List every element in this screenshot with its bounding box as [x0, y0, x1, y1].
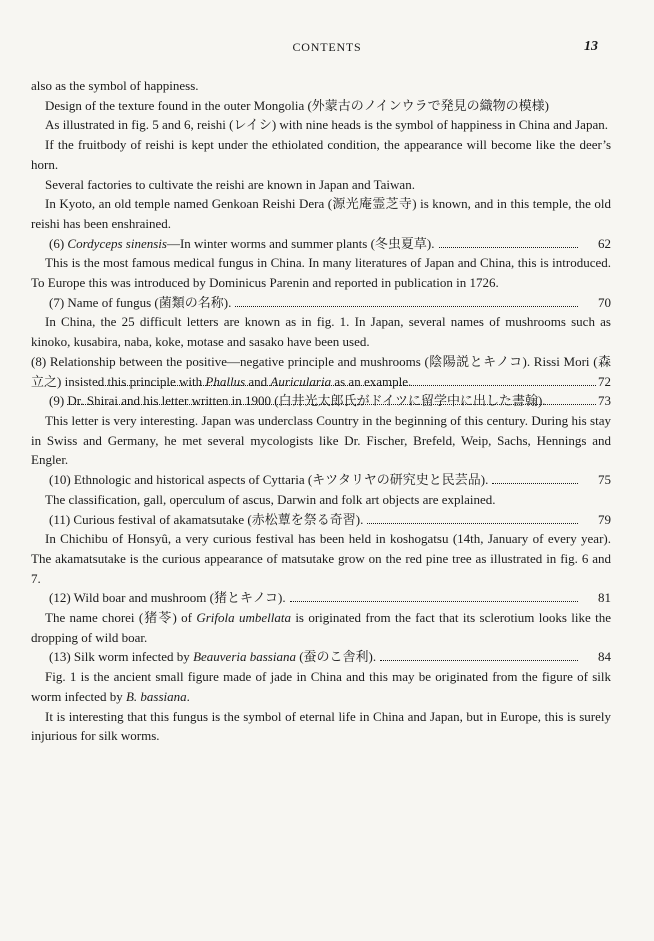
- running-header: [0, 40, 654, 58]
- toc-entry-11-title: (11) Curious festival of akamatsutake (赤松蕈を祭る奇習).: [49, 511, 364, 527]
- dot-leader: [97, 385, 596, 386]
- toc-entry-8[interactable]: [31, 352, 611, 391]
- paragraph-kyoto-temple: In Kyoto, an old temple named Genkoan Reishi Dera (源光庵霊芝寺) is known, and in this temple, the old reishi has been enshrained.: [31, 196, 611, 231]
- toc-entry-8-page: 72: [598, 373, 611, 389]
- paragraph-reishi-factories: Several factories to cultivate the reishi are known in Japan and Taiwan.: [45, 176, 415, 192]
- toc-entry-9[interactable]: [31, 391, 611, 411]
- toc-entry-12-title: (12) Wild boar and mushroom (猪とキノコ).: [49, 590, 286, 606]
- running-title: CONTENTS: [292, 40, 362, 54]
- toc-entry-13-page: 84: [598, 649, 611, 665]
- toc-entry-13[interactable]: [31, 647, 611, 667]
- toc-entry-10-page: 75: [598, 472, 611, 488]
- dot-leader: [235, 306, 578, 307]
- toc-entry-7-title: (7) Name of fungus (菌類の名称).: [49, 294, 232, 310]
- toc-entry-7-page: 70: [598, 294, 611, 310]
- page-body: [31, 76, 611, 746]
- paragraph-eternal-life: It is interesting that this fungus is the symbol of eternal life in China and Japan, but in Europe, this is surely injurious for silk worms.: [31, 708, 611, 744]
- paragraph-reishi-nine-heads: As illustrated in fig. 5 and 6, reishi (レイシ) with nine heads is the symbol of happiness in China and Japan.: [45, 117, 608, 133]
- toc-entry-8-title: (8) Relationship between the positive—negative principle and mushrooms (陰陽説とキノコ). Rissi Mori (森立之) insisted this principle with Phallus and Auricularia as an example.: [31, 353, 611, 389]
- toc-entry-6-title: (6) Cordyceps sinensis—In winter worms and summer plants (冬虫夏草).: [49, 235, 435, 251]
- paragraph-chorei: The name chorei (猪苓) of Grifola umbellata is originated from the fact that its sclerotium looks like the dropping of wild boar.: [31, 610, 611, 645]
- dot-leader: [439, 247, 578, 248]
- paragraph-reishi-deer-horn: If the fruitbody of reishi is kept under the ethiolated condition, the appearance will become like the deer’s horn.: [31, 137, 611, 172]
- dot-leader: [367, 523, 578, 524]
- paragraph-shirai-letter: This letter is very interesting. Japan was underclass Country in the beginning of this century. During his stay in Swiss and Germany, he met several mycologists like Dr. Fischer, Brefeld, Weip, Sachs, Hennings and Engler.: [31, 412, 611, 468]
- dot-leader: [67, 404, 596, 405]
- toc-entry-6[interactable]: [31, 234, 611, 254]
- toc-entry-6-page: 62: [598, 235, 611, 251]
- paragraph-cordyceps: This is the most famous medical fungus in China. In many literatures of Japan and China, this is introduced. To Europe this was introduced by Dominicus Parenin and reported in publication in 1726.: [31, 255, 611, 291]
- paragraph-jade-figure: Fig. 1 is the ancient small figure made of jade in China and this may be originated from the figure of silk worm infected by B. bassiana.: [31, 669, 611, 704]
- paragraph-fungus-names: In China, the 25 difficult letters are known as in fig. 1. In Japan, several names of mushrooms such as kinoko, kusabira, naba, koke, motase and sasako have been used.: [31, 314, 611, 350]
- toc-entry-12-page: 81: [598, 590, 611, 606]
- toc-entry-9-page: 73: [598, 393, 611, 409]
- paragraph-cyttaria: The classification, gall, operculum of ascus, Darwin and folk art objects are explained.: [45, 491, 496, 507]
- toc-entry-13-title: (13) Silk worm infected by Beauveria bassiana (蚕のこ舎利).: [49, 649, 377, 665]
- toc-entry-10[interactable]: [31, 470, 611, 490]
- toc-entry-11[interactable]: [31, 510, 611, 530]
- toc-entry-7[interactable]: [31, 293, 611, 313]
- dot-leader: [380, 660, 578, 661]
- toc-entry-10-title: (10) Ethnologic and historical aspects of Cyttaria (キツタリヤの研究史と民芸品).: [49, 472, 489, 488]
- dot-leader: [290, 601, 578, 602]
- page-number: 13: [584, 39, 598, 54]
- toc-entry-11-page: 79: [598, 511, 611, 527]
- toc-entry-9-title: (9) Dr. Shirai and his letter written in 1900 (白井光太郎氏がドイツに留学中に出した書翰).: [49, 393, 546, 409]
- dot-leader: [492, 483, 578, 484]
- paragraph-chichibu-festival: In Chichibu of Honsyû, a very curious festival has been held in koshogatsu (14th, January of every year). The akamatsutake is the curious appearance of matsutake grow on the red pine tree as illustrated in fig. 6 and 7.: [31, 531, 611, 586]
- paragraph-continuation: also as the symbol of happiness.: [31, 78, 199, 93]
- paragraph-mongolia-texture: Design of the texture found in the outer Mongolia (外蒙古のノインウラで発見の織物の模様): [45, 97, 549, 113]
- toc-entry-12[interactable]: [31, 588, 611, 608]
